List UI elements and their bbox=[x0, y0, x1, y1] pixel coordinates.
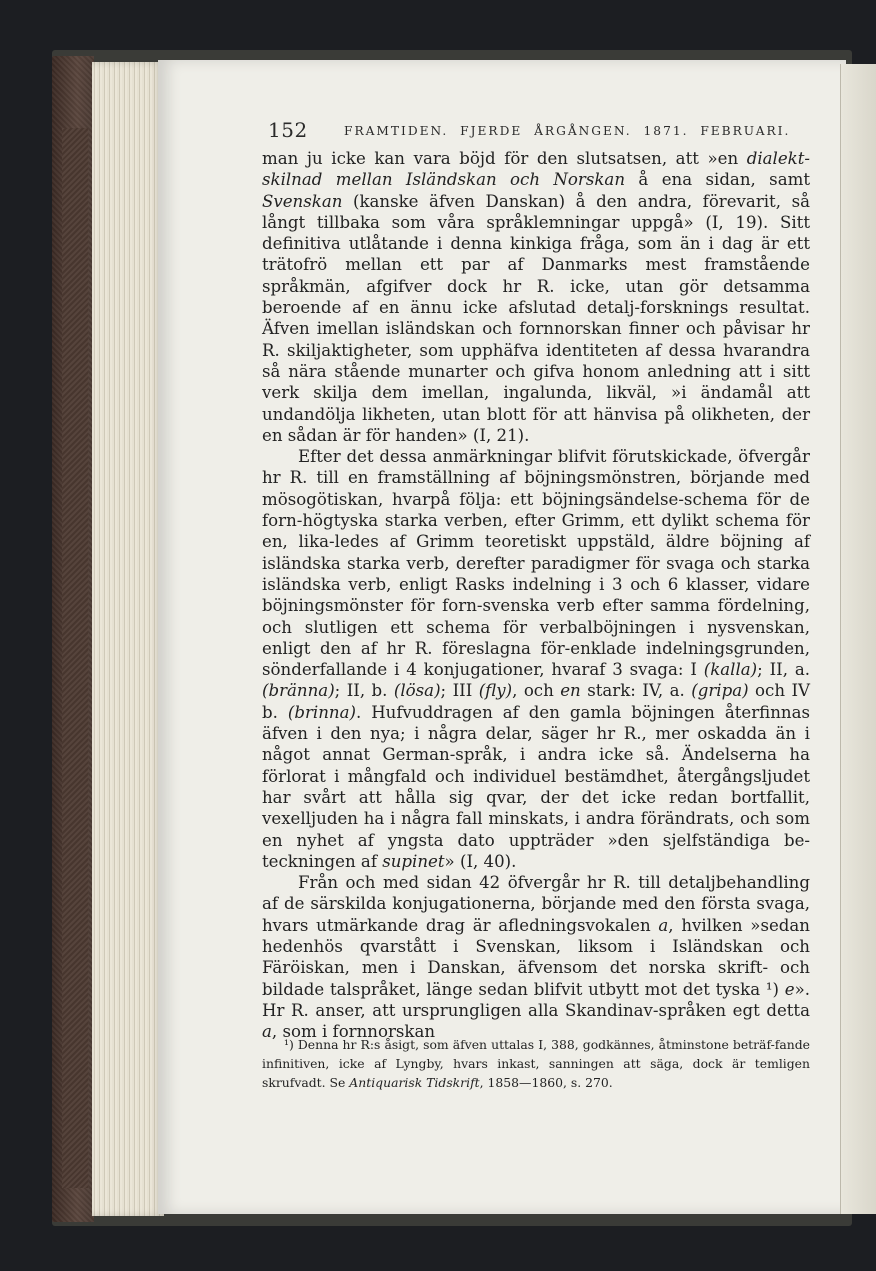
text-run: å ena sidan, samt bbox=[625, 170, 810, 190]
text-run: man ju icke kan vara böjd för den slutsatsen, att »en bbox=[262, 149, 747, 168]
italic-text: supinet bbox=[382, 851, 445, 871]
paragraph bbox=[262, 872, 810, 1042]
text-run: stark: IV, a. bbox=[580, 681, 692, 701]
italic-text: (bränna) bbox=[262, 681, 335, 701]
italic-text: a bbox=[262, 1022, 272, 1042]
text-run: ¹) Denna hr R:s åsigt, som äfven uttalas I, 388, godkännes, åtminstone beträf-fande infinitiven, icke af Lyngby, hvars inkast, sanningen att säga, dock är temligen skrufvadt. Se bbox=[262, 1037, 810, 1090]
running-head: FRAMTIDEN. FJERDE ÅRGÅNGEN. 1871. FEBRUARI. bbox=[344, 124, 791, 138]
italic-text: dialekt-skilnad mellan Isländskan och Norskan bbox=[262, 149, 810, 190]
text-run: ; II, b. bbox=[334, 681, 394, 701]
paragraph bbox=[262, 446, 810, 872]
text-run: , och bbox=[512, 681, 561, 701]
italic-text: e bbox=[784, 979, 795, 999]
italic-text: (lösa) bbox=[393, 681, 441, 701]
text-run: , som i fornnorskan bbox=[271, 1022, 436, 1042]
text-run: ; III bbox=[440, 681, 479, 701]
text-run: . Hufvuddragen af den gamla böjningen återfinnas äfven i den nya; i några delar, säger hr R., mer oskadda än i något annat German-språk, i andra icke så. Ändelserna ha förlorat i mångfald och individuel bestämdhet, återgångsljudet har svårt att hålla sig qvar, der det icke redan bortfallit, vexelljuden ha i några fall minskats, i andra förändrats, och som en nyhet af yngsta dato uppträder »den sjelfständiga be-teckningen af bbox=[262, 702, 810, 871]
italic-text: (kalla) bbox=[703, 660, 758, 680]
text-run: (kanske äfven Danskan) å den andra, förevarit, så långt tillbaka som våra språklemningar uppgå» (I, 19). Sitt definitiva utlåtande i denna kinkiga fråga, som än i dag är ett trätofrö mellan ett par af Danmarks mest framstående språkmän, afgifver dock hr R. icke, utan gör detsamma beroende af en ännu icke afslutad detalj-forsknings resultat. Äfven imellan isländskan och fornnorskan finner och påvisar hr R. skiljaktigheter, som upphäfva identiteten af dessa hvarandra så nära stående munarter och gifva honom anledning att i sitt verk skilja dem imellan, ingalunda, likväl, »i ändamål att undandölja likheten, utan blott för att hänvisa på olikheten, der en sådan är för handen» (I, 21). bbox=[262, 191, 810, 445]
facing-page-edge bbox=[840, 64, 876, 1214]
text-run: Från och med sidan 42 öfvergår hr R. till detaljbehandling af de särskilda konjugationerna, börjande med den första svaga, hvars utmärkande drag är afledningsvokalen bbox=[262, 873, 810, 935]
paragraph bbox=[262, 148, 810, 446]
italic-text: (gripa) bbox=[691, 681, 749, 701]
italic-text: Svenskan bbox=[262, 191, 343, 211]
text-run: , 1858—1860, s. 270. bbox=[479, 1075, 613, 1090]
page-number: 152 bbox=[268, 118, 308, 142]
text-run: ; II, a. bbox=[757, 660, 810, 680]
italic-text: a bbox=[658, 915, 669, 935]
cover-marbled-strip bbox=[62, 128, 88, 1188]
italic-text: (brinna) bbox=[287, 702, 356, 722]
italic-text: Antiquarisk Tidskrift bbox=[349, 1075, 480, 1090]
italic-text: en bbox=[560, 681, 581, 701]
text-run: Efter det dessa anmärkningar blifvit förutskickade, öfvergår hr R. till en framställning af böjningsmönstren, börjande med mösogötiskan, hvarpå följa: ett böjningsändelse-schema för de forn-högtyska starka verben, efter Grimm, ett dylikt schema för en, lika-ledes af Grimm teoretiskt uppstäld, äldre böjning af isländska starka verb, derefter paradigmer för svaga och starka isländska verb, enligt Rasks indelning i 3 och 6 klasser, vidare böjningsmönster för forn-svenska verb efter samma fördelning, och slutligen ett schema för verbalböjningen i nysvenskan, enligt den af hr R. föreslagna för-enklade indelningsgrunden, sönderfallande i 4 konjugationer, hvaraf 3 svaga: I bbox=[262, 447, 810, 680]
text-run: och IV b. bbox=[262, 681, 810, 722]
italic-text: (fly) bbox=[478, 681, 513, 701]
text-run: , hvilken »sedan hedenhös qvarstått i Svenskan, liksom i Isländskan och Färöiskan, men i Danskan, äfvensom det norska skrift- och bildade talspråket, länge sedan blifvit utbytt mot det tyska ¹) bbox=[262, 915, 810, 999]
page-header bbox=[268, 118, 808, 144]
text-run: ». Hr R. anser, att ursprungligen alla Skandinav-språken egt detta bbox=[262, 979, 810, 1020]
page-edges bbox=[92, 62, 164, 1216]
body-text bbox=[262, 148, 810, 1042]
footnote bbox=[262, 1035, 810, 1092]
text-run: » (I, 40). bbox=[444, 851, 517, 871]
